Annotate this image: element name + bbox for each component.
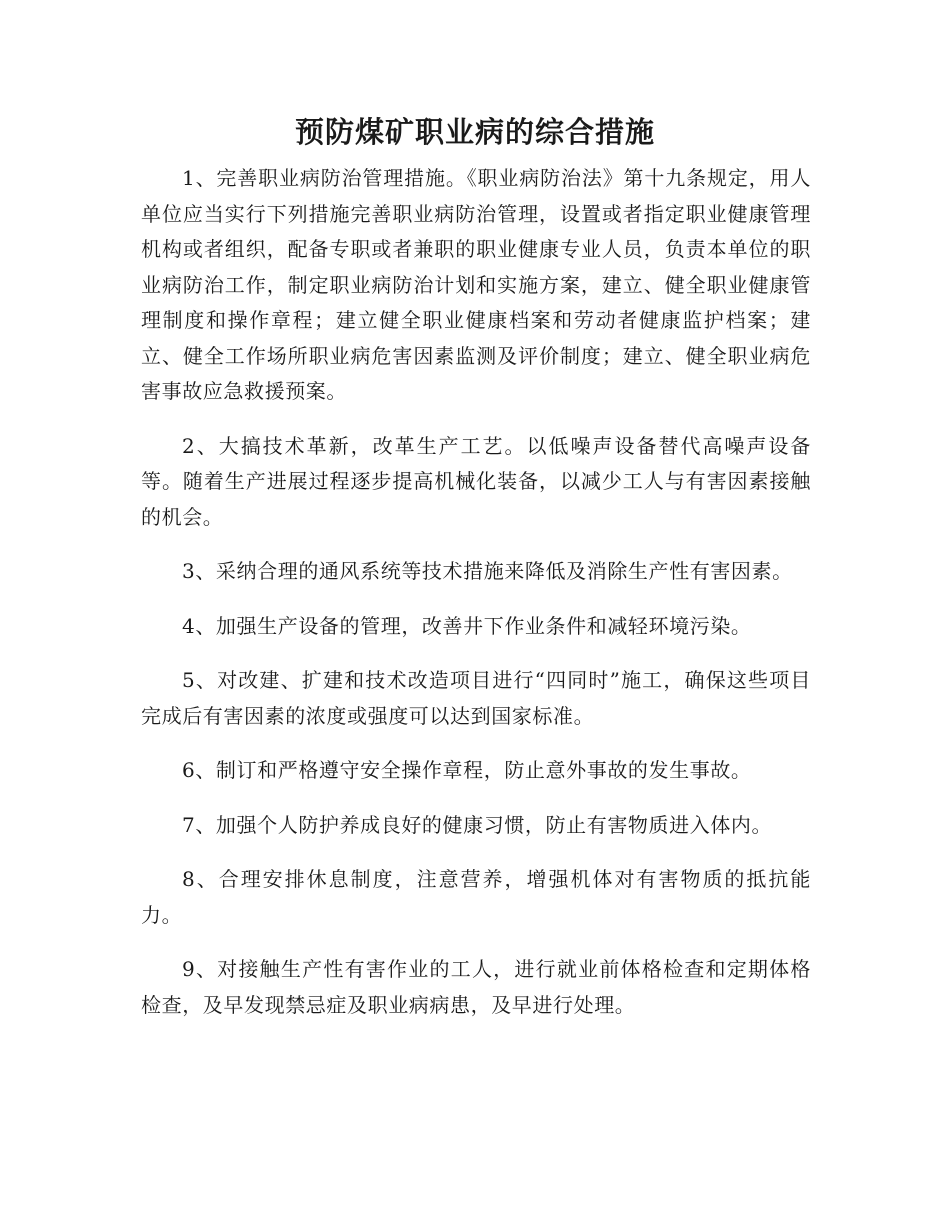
paragraph-5: 5、对改建、扩建和技术改造项目进行“四同时”施工，确保这些项目完成后有害因素的浓度或强度可以达到国家标准。 — [141, 668, 811, 728]
paragraph-9: 9、对接触生产性有害作业的工人，进行就业前体格检查和定期体格检查，及早发现禁忌症及职业病病患，及早进行处理。 — [141, 957, 811, 1017]
document-title: 预防煤矿职业病的综合措施 — [294, 115, 655, 149]
paragraph-1: 1、完善职业病防治管理措施。《职业病防治法》第十九条规定，用人单位应当实行下列措施完善职业病防治管理，设置或者指定职业健康管理机构或者组织，配备专职或者兼职的职业健康专业人员，负责本单位的职业病防治工作，制定职业病防治计划和实施方案，建立、健全职业健康管理制度和操作章程；建立健全职业健康档案和劳动者健康监护档案；建立、健全工作场所职业病危害因素监测及评价制度；建立、健全职业病危害事故应急救援预案。 — [141, 166, 811, 403]
paragraph-4: 4、加强生产设备的管理，改善井下作业条件和减轻环境污染。 — [182, 613, 752, 638]
paragraph-3: 3、采纳合理的通风系统等技术措施来降低及消除生产性有害因素。 — [182, 559, 793, 583]
paragraph-2: 2、大搞技术革新，改革生产工艺。以低噪声设备替代高噪声设备等。随着生产进展过程逐步提高机械化装备，以减少工人与有害因素接触的机会。 — [141, 433, 811, 529]
document-body — [141, 161, 811, 1042]
paragraph-7: 7、加强个人防护养成良好的健康习惯，防止有害物质进入体内。 — [182, 812, 773, 837]
paragraph-6: 6、制订和严格遵守安全操作章程，防止意外事故的发生事故。 — [182, 758, 752, 782]
paragraph-8: 8、合理安排休息制度，注意营养，增强机体对有害物质的抵抗能力。 — [141, 867, 811, 927]
